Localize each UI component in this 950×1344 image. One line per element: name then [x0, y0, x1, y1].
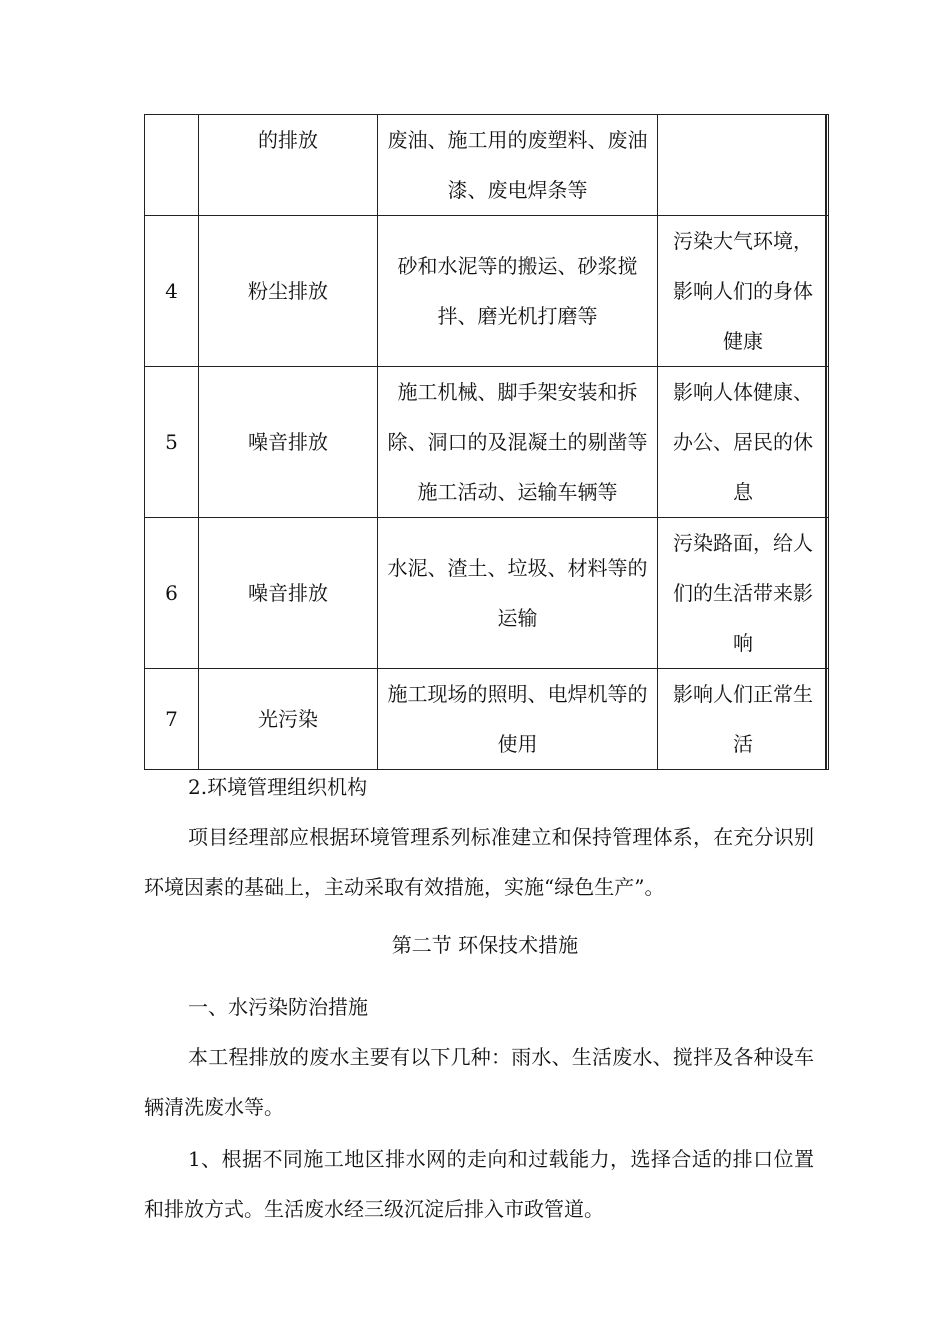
cell-no: 7 [145, 669, 199, 770]
cell-item: 噪音排放 [199, 367, 378, 518]
cell-item: 的排放 [199, 115, 378, 216]
table-right-edge [825, 114, 827, 769]
table-row [145, 518, 829, 669]
cell-source: 水泥、渣土、垃圾、材料等的运输 [378, 518, 658, 669]
cell-source: 施工现场的照明、电焊机等的使用 [378, 669, 658, 770]
cell-no: 6 [145, 518, 199, 669]
cell-impact: 影响人体健康、办公、居民的休息 [658, 367, 829, 518]
cell-item: 噪音排放 [199, 518, 378, 669]
cell-item: 粉尘排放 [199, 216, 378, 367]
cell-impact: 污染路面，给人们的生活带来影响 [658, 518, 829, 669]
cell-source: 砂和水泥等的搬运、砂浆搅拌、磨光机打磨等 [378, 216, 658, 367]
section-title: 第二节 环保技术措施 [391, 933, 579, 957]
cell-item: 光污染 [199, 669, 378, 770]
cell-impact: 影响人们正常生活 [658, 669, 829, 770]
cell-source: 废油、施工用的废塑料、废油漆、废电焊条等 [378, 115, 658, 216]
paragraph-water: 本工程排放的废水主要有以下几种：雨水、生活废水、搅拌及各种设车辆清洗废水等。 [144, 1045, 814, 1119]
table-row [145, 367, 829, 518]
table-row [145, 216, 829, 367]
environment-factor-table [144, 114, 829, 770]
cell-impact: 污染大气环境，影响人们的身体健康 [658, 216, 829, 367]
heading-water: 一、水污染防治措施 [188, 995, 368, 1019]
cell-no [145, 115, 199, 216]
cell-no: 5 [145, 367, 199, 518]
table-row [145, 115, 829, 216]
paragraph-item-1: 1、根据不同施工地区排水网的走向和过载能力，选择合适的排口位置和排放方式。生活废水经三级沉淀后排入市政管道。 [144, 1147, 814, 1221]
cell-no: 4 [145, 216, 199, 367]
cell-impact [658, 115, 829, 216]
heading-org: 2.环境管理组织机构 [188, 775, 368, 799]
paragraph-org: 项目经理部应根据环境管理系列标准建立和保持管理体系，在充分识别环境因素的基础上，主动采取有效措施，实施“绿色生产”。 [144, 825, 814, 899]
table-row [145, 669, 829, 770]
cell-source: 施工机械、脚手架安装和拆除、洞口的及混凝土的剔凿等施工活动、运输车辆等 [378, 367, 658, 518]
